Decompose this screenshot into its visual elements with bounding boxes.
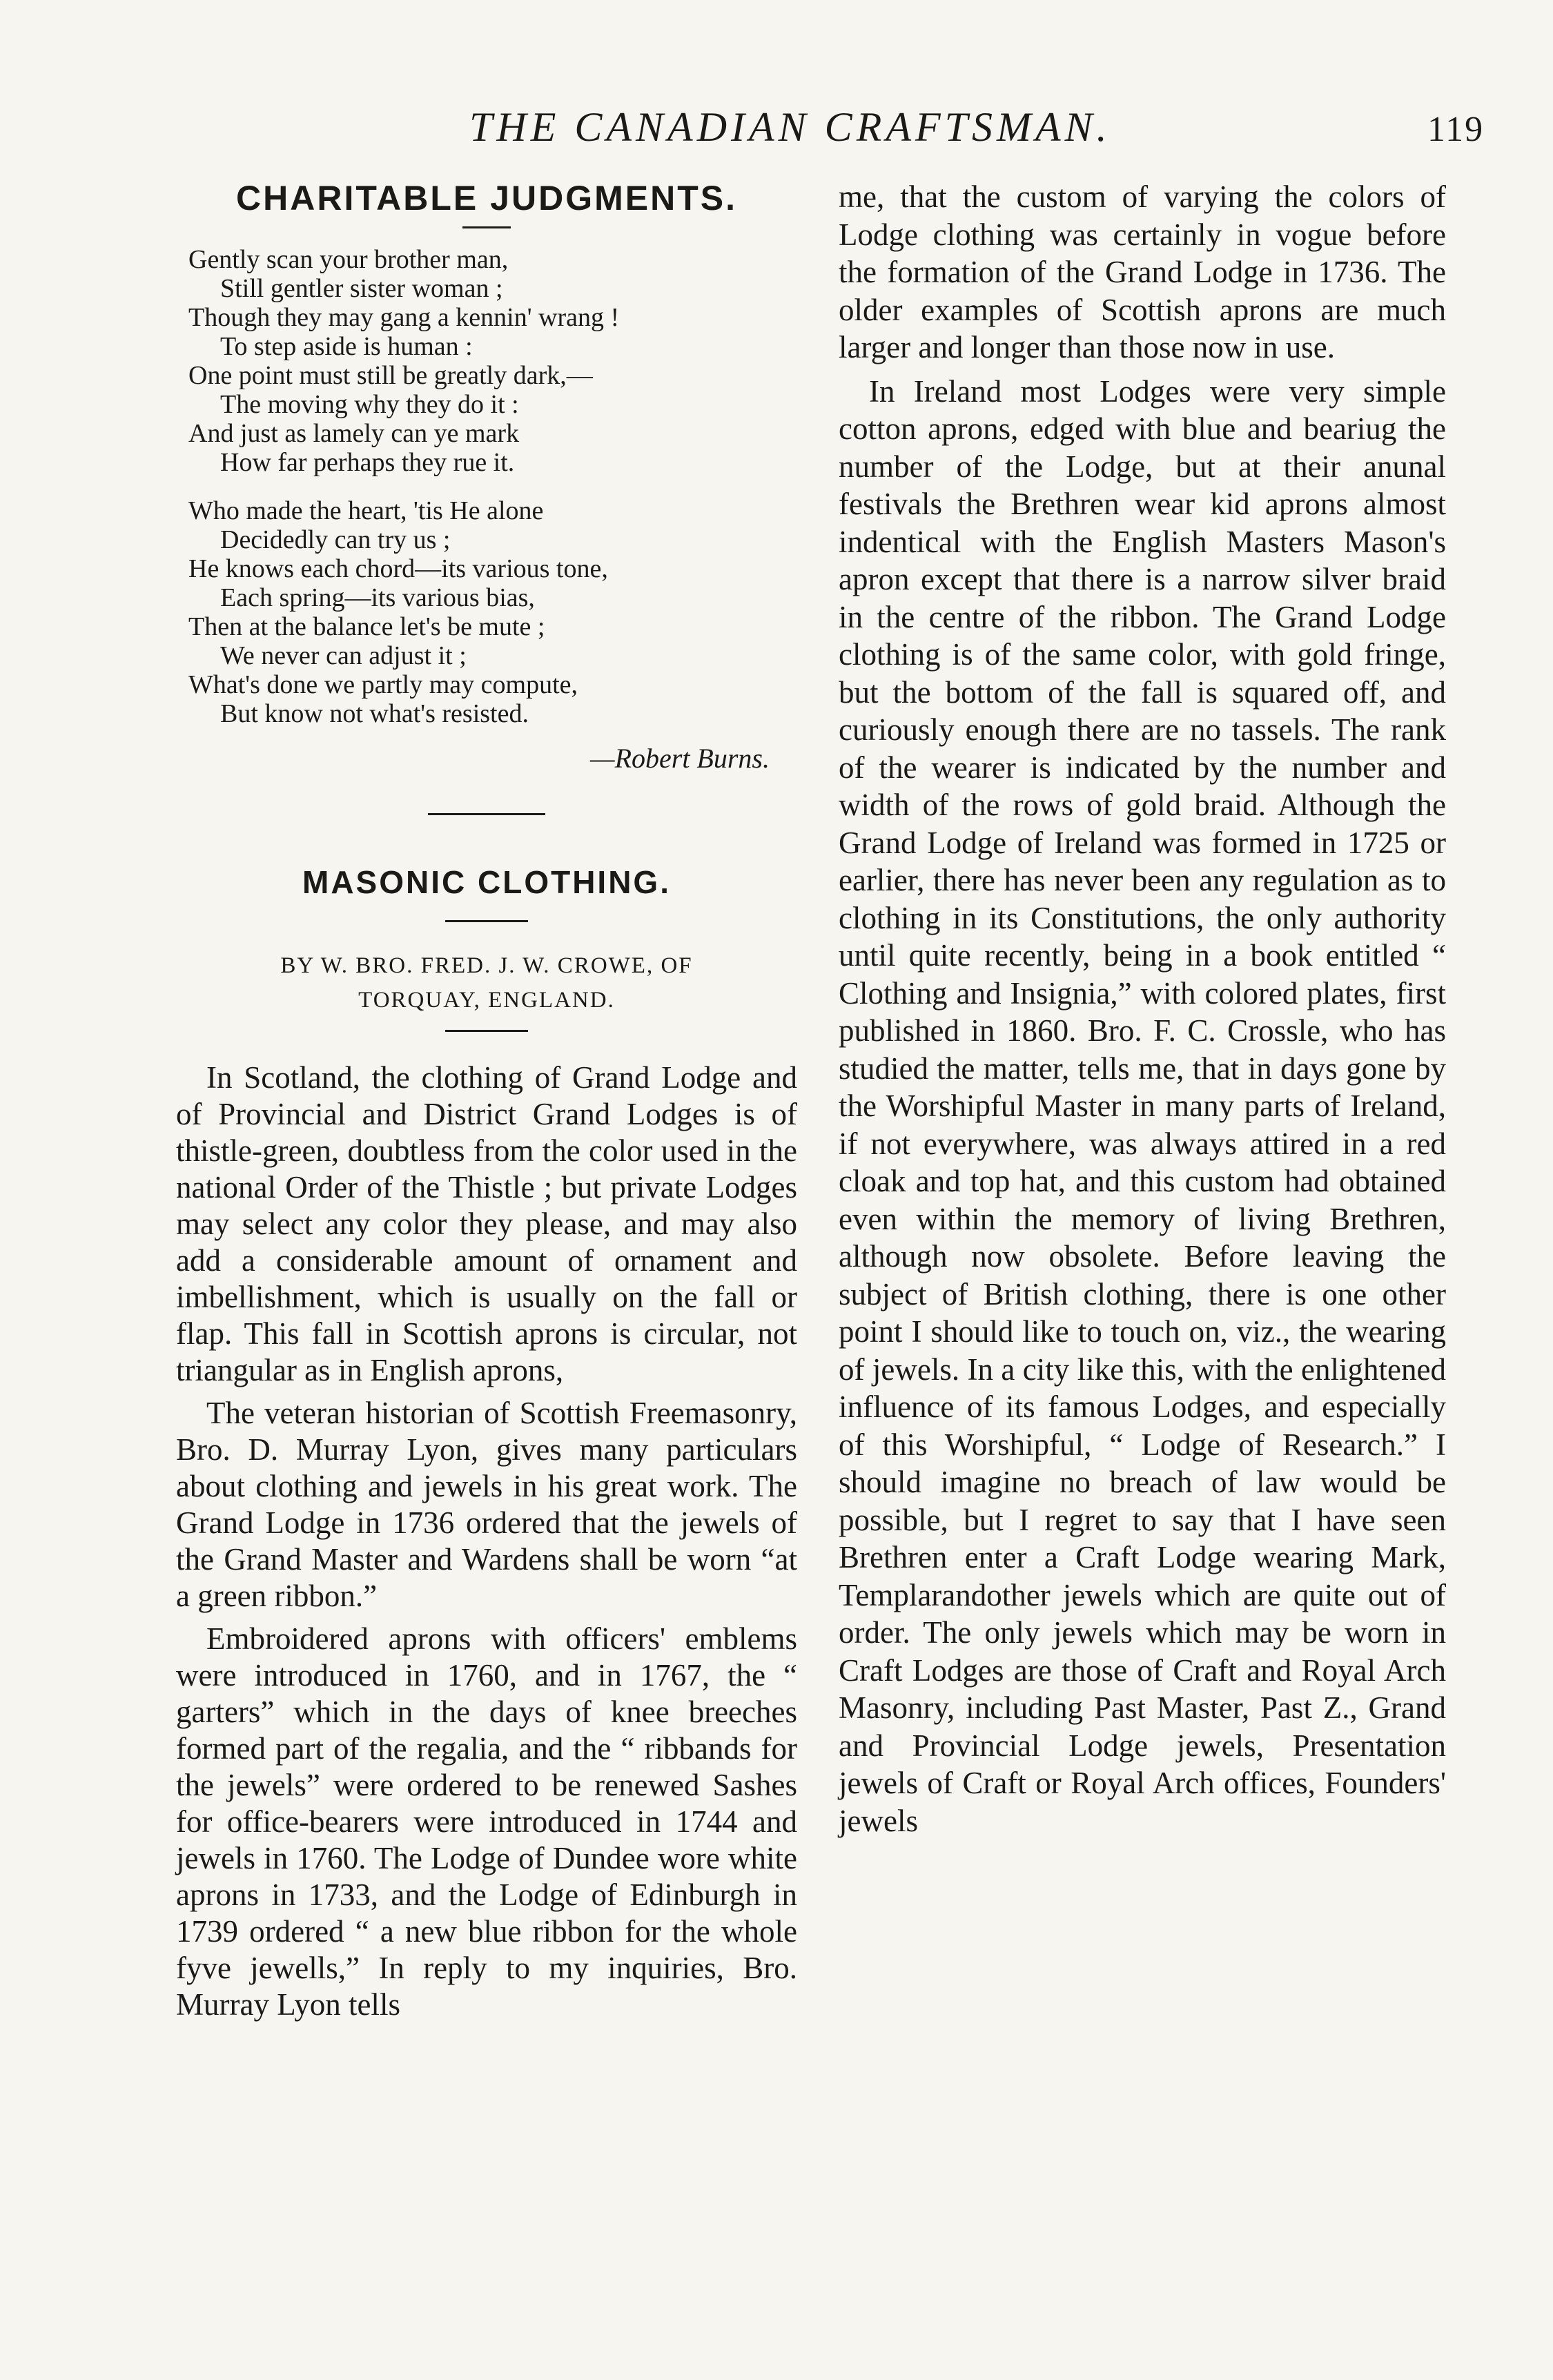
poem-line: Still gentler sister woman ; [220,274,503,303]
poem-title-rule [462,226,511,228]
article-byline [176,948,797,1017]
poem-attribution: —Robert Burns. [590,743,770,774]
running-head-title: THE CANADIAN CRAFTSMAN. [469,104,1111,150]
article-body-right [839,178,1446,1840]
poem-line: We never can adjust it ; [220,641,467,670]
article-paragraph: In Scotland, the clothing of Grand Lodge and of Provincial and District Grand Lodges is of thistle-green, doubtless from the color used in the national Order of the Thistle ; but private Lodges may select any color they please, and may also add a considerable amount of ornament and imbellishment, which is usually on the fall or flap. This fall in Scottish aprons is circular, not triangular as in English aprons, [176,1060,797,1387]
article-paragraph: Embroidered aprons with officers' emblems were introduced in 1760, and in 1767, the “ garters” which in the days of knee breeches formed part of the regalia, and the “ ribbands for the jewels” were ordered to be renewed Sashes for office-bearers were introduced in 1744 and jewels in 1760. The Lodge of Dundee wore white aprons in 1733, and the Lodge of Edinburgh in 1739 ordered “ a new blue ribbon for the whole fyve jewells,” In reply to my inquiries, Bro. Murray Lyon tells [176,1621,797,2022]
byline-rule [445,1030,528,1032]
poem-line: To step aside is human : [220,332,473,361]
right-column [839,178,1446,1840]
article-body-left [176,1060,797,2023]
poem-line: How far perhaps they rue it. [220,448,515,477]
poem-title: CHARITABLE JUDGMENTS. [236,179,737,217]
article-title: MASONIC CLOTHING. [302,864,671,900]
poem-line: But know not what's resisted. [220,699,529,728]
poem-line: The moving why they do it : [220,390,519,419]
left-column [176,178,797,2023]
page-number: 119 [1427,110,1485,149]
poem-line: And just as lamely can ye mark [188,419,520,448]
article-paragraph: The veteran historian of Scottish Freemasonry, Bro. D. Murray Lyon, gives many particulars about clothing and jewels in his great work. The Grand Lodge in 1736 ordered that the jewels of the Grand Master and Wardens shall be worn “at a green ribbon.” [176,1396,797,1613]
poem-line: One point must still be greatly dark,— [188,361,593,390]
poem-line: Though they may gang a kennin' wrang ! [188,303,620,332]
poem-line: Then at the balance let's be mute ; [188,612,545,641]
byline-line: TORQUAY, ENGLAND. [358,988,615,1013]
poem-line: He knows each chord—its various tone, [188,554,608,583]
poem-line: Who made the heart, 'tis He alone [188,496,544,525]
poem-line: What's done we partly may compute, [188,670,578,699]
poem-line: Decidedly can try us ; [220,525,451,554]
article-paragraph: me, that the custom of varying the colors of Lodge clothing was certainly in vogue before the formation of the Grand Lodge in 1736. The older examples of Scottish aprons are much larger and longer than those now in use. [839,179,1446,364]
poem-line: Each spring—its various bias, [220,583,535,612]
poem-stanza [188,245,797,477]
byline-line: BY W. BRO. FRED. J. W. CROWE, OF [280,953,693,978]
poem-stanza [188,496,797,728]
poem-line: Gently scan your brother man, [188,245,509,274]
article-title-rule [445,920,528,922]
article-paragraph: In Ireland most Lodges were very simple cotton aprons, edged with blue and beariug the number of the Lodge, but at their anunal festivals the Brethren wear kid aprons almost indentical with the English Masters Mason's apron except that there is a narrow silver braid in the centre of the ribbon. The Grand Lodge clothing is of the same color, with gold fringe, but the bottom of the fall is squared off, and curiously enough there are no tassels. The rank of the wearer is indicated by the number and width of the rows of gold braid. Although the Grand Lodge of Ireland was formed in 1725 or earlier, there has never been any regulation as to clothing in its Constitutions, the only authority until quite recently, being in a book entitled “ Clothing and Insignia,” with colored plates, first published in 1860. Bro. F. C. Crossle, who has studied the matter, tells me, that in days gone by the Worshipful Master in many parts of Ireland, if not everywhere, was always attired in a red cloak and top hat, and this custom had obtained even within the memory of living Brethren, although now obsolete. Before leaving the subject of British clothing, there is one other point I should like to touch on, viz., the wearing of jewels. In a city like this, with the enlightened influence of its famous Lodges, and especially of this Worshipful, “ Lodge of Research.” I should imagine no breach of law would be possible, but I regret to say that I have seen Brethren enter a Craft Lodge wearing Mark, Templarandother jewels which are quite out of order. The only jewels which may be worn in Craft Lodges are those of Craft and Royal Arch Masonry, including Past Master, Past Z., Grand and Provincial Lodge jewels, Presentation jewels of Craft or Royal Arch offices, Founders' jewels [839,373,1446,1838]
section-divider [428,813,545,815]
